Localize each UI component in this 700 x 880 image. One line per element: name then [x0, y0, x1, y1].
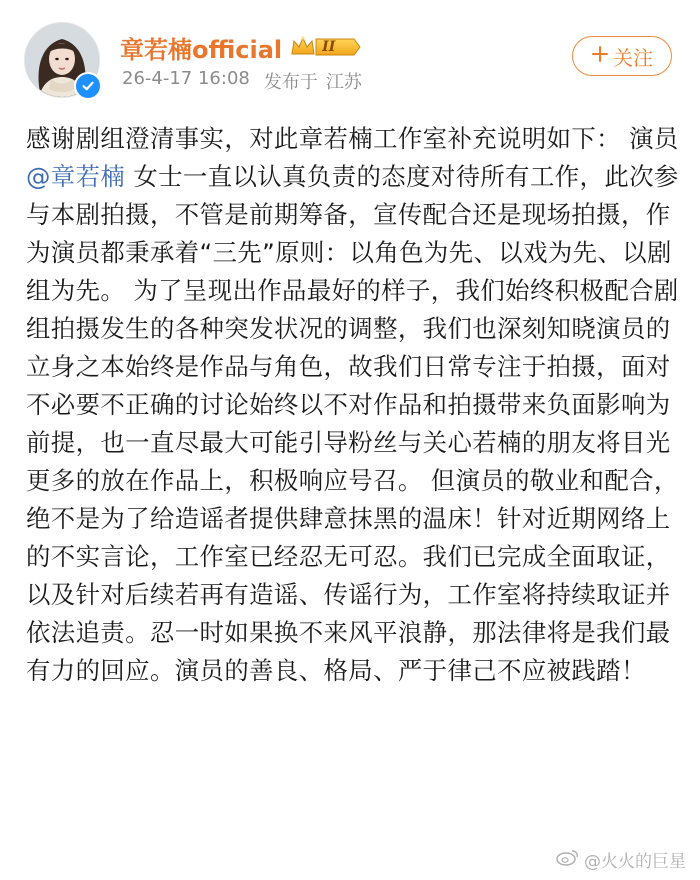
crown-level-badge-icon[interactable] — [290, 35, 335, 59]
follow-button-label: 关注 — [613, 45, 653, 70]
author-name[interactable]: 章若楠official — [120, 35, 283, 64]
level-badge-label: II — [322, 39, 336, 55]
post-content — [26, 120, 680, 690]
mention-link[interactable]: @章若楠 — [26, 162, 126, 191]
post-text-part1: 感谢剧组澄清事实，对此章若楠工作室补充说明如下： 演员 — [26, 124, 679, 153]
post-time: 26-4-17 16:08 — [122, 68, 250, 89]
watermark-text: @火火的巨星 — [584, 852, 686, 872]
post-text-part2: 女士一直以认真负责的态度对待所有工作，此次参与本剧拍摄，不管是前期筹备，宣传配合还是现场拍摄，作为演员都秉承着“三先”原则：以角色为先、以戏为先、以剧组为先。 为了呈现出作品最好的样子，我们始终积极配合剧组拍摄发生的各种突发状况的调整，我们也深刻知晓演员的立身之本始终是作品与角色，故我们日常专注于拍摄，面对不必要不正确的讨论始终以不对作品和拍摄带来负面影响为前提，也一直尽最大可能引导粉丝与关心若楠的朋友将目光更多的放在作品上，积极响应号召。 但演员的敬业和配合，绝不是为了给造谣者提供肆意抹黑的温床！针对近期网络上的不实言论，工作室已经忍无可忍。我们已完成全面取证，以及针对后续若再有造谣、传谣行为，工作室将持续取证并依法追责。忍一时如果换不来风平浪静，那法律将是我们最有力的回应。演员的善良、格局、严于律己不应被践踏！ — [26, 162, 679, 685]
location-name: 江苏 — [325, 72, 362, 93]
post-meta — [122, 68, 362, 94]
plus-icon — [591, 45, 609, 68]
watermark — [556, 847, 686, 872]
follow-button[interactable] — [572, 36, 672, 76]
avatar[interactable] — [24, 22, 100, 98]
author-row — [120, 30, 335, 64]
weibo-logo-icon — [556, 848, 580, 871]
post-location — [264, 68, 362, 94]
publish-prefix: 发布于 — [263, 72, 318, 93]
verified-check-icon — [74, 72, 102, 100]
post-header — [0, 0, 700, 110]
